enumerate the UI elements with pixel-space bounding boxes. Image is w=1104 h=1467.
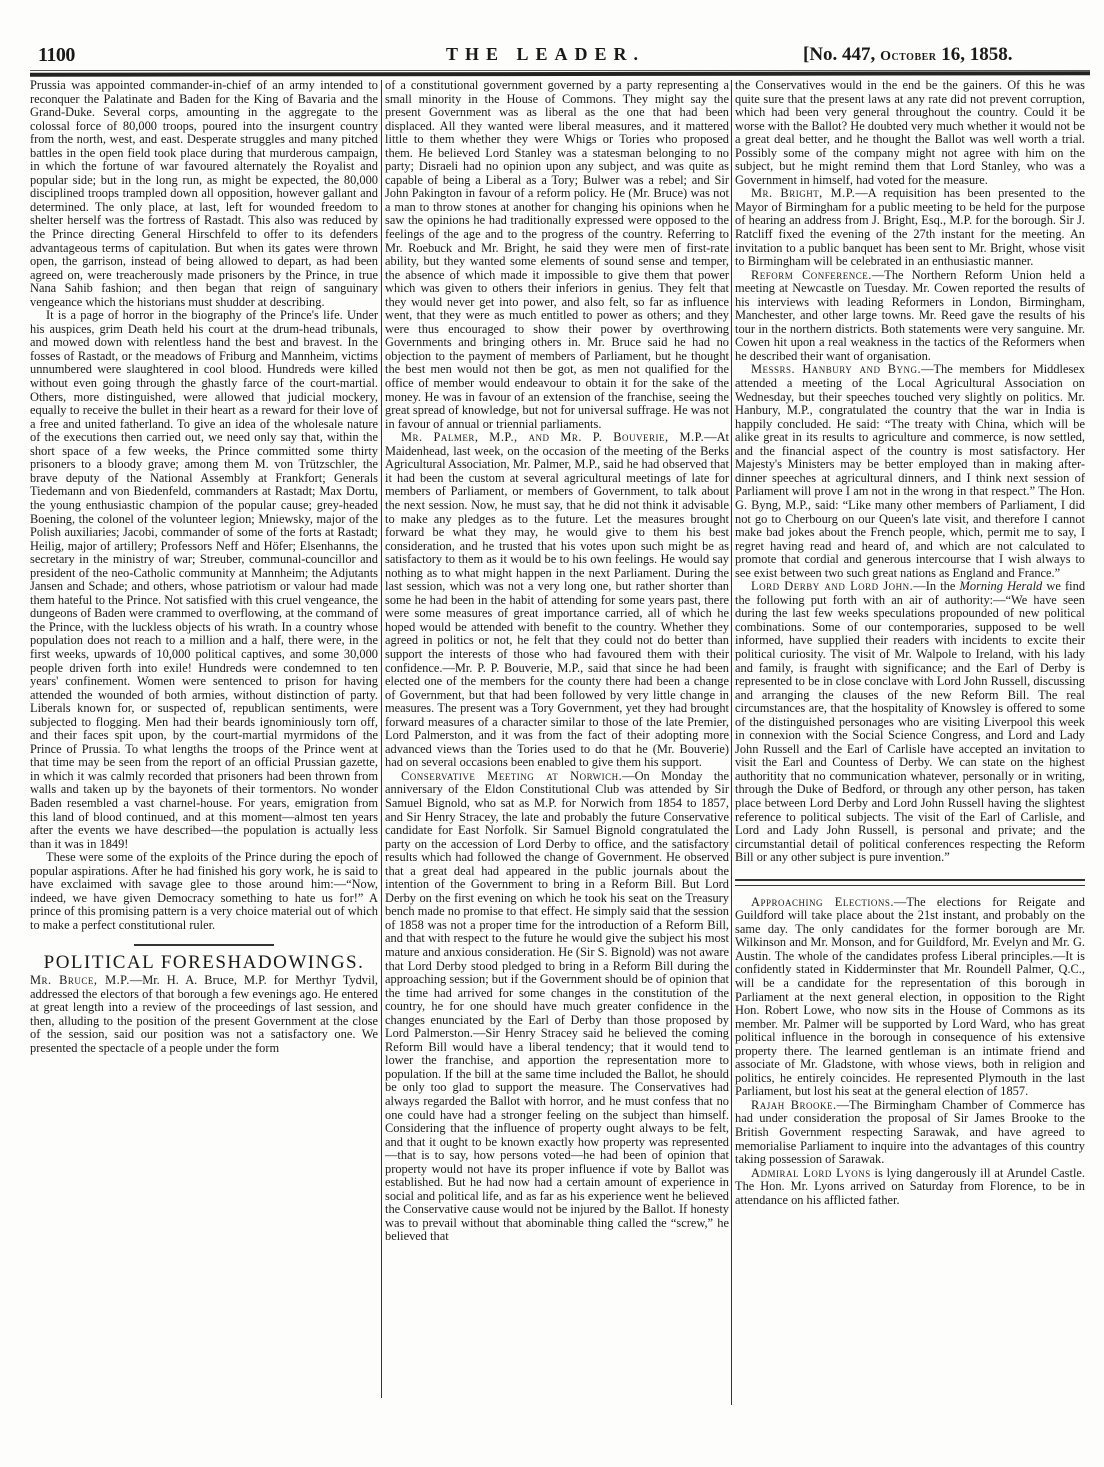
issue-info bbox=[803, 44, 1013, 66]
news-item-text: —The elections for Reigate and Guildford will take place about the 21st instant, and probably on the same day. The only candidates for the former borough are Mr. Wilkinson and Mr. Monson, and for Guildford, Mr. Evelyn and Mr. G. Austin. The whole of the candidates profess Liberal principles.—It is confidently stated in Kidderminster that Mr. Roundell Palmer, Q.C., will be a candidate for the representation of this borough in Parliament at the next general election, in opposition to the Right Hon. Robert Lowe, who now sits in the House of Commons as its member. Mr. Palmer will be supported by Lord Ward, who has great political influence in the borough in consequence of his extensive property there. The learned gentleman is an intimate friend and associate of Mr. Gladstone, with whose views, both in religion and politics, he entirely coincides. He represented Plymouth in the last Parliament, but lost his seat at the general election of 1857. bbox=[735, 894, 1085, 1099]
news-item-bruce bbox=[30, 974, 378, 1055]
news-item-text: —On Monday the anniversary of the Eldon Constitutional Club was attended by Sir Samuel Bignold, who sat as M.P. for Norwich from 1854 to 1857, and Sir Henry Stracey, the late and probably the future Conservative candidate for East Norfolk. Sir Samuel Bignold congratulated the party on the accession of Lord Derby to office, and the satisfactory results which had followed the change of Government. He observed that a great deal had appeared in the public journals about the intention of the Government to bring in a Reform Bill. But Lord Derby on the first evening on which he took his seat on the Treasury bench made no promise to that effect. He simply said that the session of 1858 was not a proper time for the introduction of a Reform Bill, and that with respect to the future he would give the subject his most mature and anxious consideration. He (Sir S. Bignold) was not aware that Lord Derby stood pledged to bring in a Reform Bill during the approaching session; but if the Government should be of opinion that the time had arrived for some changes in the constitution of the country, he for one should have much greater confidence in the changes enunciated by the Earl of Derby than those proposed by Lord Palmerston.—Sir Henry Stracey said he believed the coming Reform Bill would have a liberal tendency; that it would tend to lower the franchise, and apportion the representation more to population. If the bill at the same time included the Ballot, he should be only too glad to support the measure. The Conservatives had always regarded the Ballot with horror, and he must confess that no one could have had a stronger feeling on the subject than himself. Considering that the influence of property ought always to be felt, and that it ought to be known exactly how property was represented—that is to say, how persons voted—he had been of opinion that property would not have its proper influence if vote by Ballot was established. But he had now had a certain amount of experience in social and political life, and as far as his experience went he believed the Conservative cause would not be injured by the Ballot. If honesty was to prevail without that abominable thing called the “screw,” he believed that bbox=[385, 768, 729, 1244]
news-item-lead: Mr. Palmer, M.P., and Mr. P. Bouverie, M.P. bbox=[401, 430, 705, 445]
issue-number: [No. 447, bbox=[803, 44, 881, 65]
issue-date: 16, 1858. bbox=[936, 44, 1013, 65]
news-item-lead: Admiral Lord Lyons bbox=[751, 1165, 871, 1180]
column-divider-2 bbox=[731, 80, 732, 1405]
issue-month: October bbox=[880, 49, 937, 64]
masthead-title: THE LEADER. bbox=[446, 44, 646, 64]
news-item-lead: Reform Conference. bbox=[751, 267, 872, 282]
news-item-rajah-brooke bbox=[735, 1099, 1085, 1167]
article-paragraph: It is a page of horror in the biography of the Prince's life. Under his auspices, grim Death held his court at the drum-head tribunals, and mowed down with relentless hand the best and bravest. In the fosses of Rastadt, or the meadows of Friburg and Mannheim, victims unnumbered were slaughtered in cool blood. Hundreds were killed without even going through the ghastly farce of the court-martial. Others, more distinguished, were allowed that judicial mockery, equally to receive the bullet in their heart as a reward for their love of a free and united fatherland. To give an idea of the wholesale nature of the executions then carried out, we need only say that, within the short space of a few weeks, the Prince committed some thirty prisoners to a bloody grave; among them M. von Trützschler, the brave deputy of the National Assembly at Frankfort; Generals Tiedemann and von Biedenfeld, commanders at Rastadt; Max Dortu, the young enthusiastic champion of the popular cause; grey-headed Boening, the colonel of the volunteer legion; Mniewsky, major of the Polish auxiliaries; Jacobi, commander of some of the forts at Rastadt; Heilig, major of artillery; Professors Neff and Höfer; Elsenhanns, the secretary in the ministry of war; Streuber, communal-councillor and president of the neo-Catholic community at Mannheim; the Adjutants Jansen and Schade; and others, whose patriotism or valour had made them hateful to the Prince. Not satisfied with this cruel vengeance, the dungeons of Baden were crammed to overflowing, at the command of the Prince, with the luckless objects of his wrath. In a country whose population does not reach to a million and a half, there were, in the first weeks, upwards of 10,000 political captives, and some 30,000 people driven forth into exile! Hundreds were condemned to ten years' confinement. Women were sentenced to prison for having attended the wounded of both armies, without distinction of party. Liberals known for, or suspected of, republican sentiments, were subjected to flogging. Men had their beards ignominiously torn off, and their faces spit upon, by the court-martial myrmidons of the Prince of Prussia. To what lengths the troops of the Prince went at that time may be seen from the report of an official Prussian gazette, in which it was calmly recorded that prisoners had been thrown from walls and taken up by the bayonets of their tormentors. No wonder Baden resembled a vast charnel-house. For years, emigration from this land of blood continued, and at this moment—almost ten years after the events we have described—the population is actually less than it was in 1849! bbox=[30, 308, 378, 851]
news-item-norwich bbox=[385, 770, 729, 1244]
section-divider-double bbox=[735, 879, 1085, 886]
news-item-reform-conference bbox=[735, 269, 1085, 364]
news-item-text: —The Birmingham Chamber of Commerce has had under consideration the proposal of Sir James Brooke to the British Government respecting Sarawak, and have agreed to memorialise Parliament to inquire into the advantages of this country taking possession of Sarawak. bbox=[735, 1097, 1085, 1167]
article-paragraph: Prussia was appointed commander-in-chief of an army intended to reconquer the Palatinate and Baden for the King of Bavaria and the Grand-Duke. Several corps, amounting in the aggregate to the colossal force of 80,000 troops, poured into the insurgent country from the north, west, and east. Desperate struggles and many pitched battles in the open field took place during that murderous campaign, in which the fortune of war favoured alternately the Royalist and popular side; but in the long run, as might be expected, the 80,000 disciplined troops trampled down all opposition, however gallant and determined. The only place, at last, left for wounded freedom to shelter herself was the fortress of Rastadt. This also was reduced by the Prince directing General Hirschfeld to offer to its defenders advantageous terms of capitulation. But when its gates were thrown open, the garrison, instead of being allowed to depart, as had been agreed on, were treacherously made prisoners by the Prince, in true Nana Sahib fashion; and then began that reign of sanguinary vengeance which the historians must shudder at describing. bbox=[30, 78, 378, 309]
column-2 bbox=[385, 79, 729, 1244]
section-heading: POLITICAL FORESHADOWINGS. bbox=[43, 952, 365, 974]
news-item-lord-lyons bbox=[735, 1167, 1085, 1208]
news-item-palmer bbox=[385, 431, 729, 770]
news-item-text: is lying dangerously ill at Arundel Castle. The Hon. Mr. Lyons arrived on Saturday from Florence, to be in attendance on his afflicted father. bbox=[735, 1165, 1085, 1207]
section-divider bbox=[134, 944, 274, 946]
page-number: 1100 bbox=[38, 44, 75, 66]
news-item-derby-john bbox=[735, 580, 1085, 864]
news-item-text: —The Northern Reform Union held a meeting at Newcastle on Tuesday. Mr. Cowen reported the results of his interviews with leading Reformers in London, Birmingham, Manchester, and other large towns. Mr. Reed gave the results of his tour in the northern districts. Both statements were very sanguine. Mr. Cowen hit upon a real weakness in the tactics of the Reformers when he described their want of organisation. bbox=[735, 267, 1085, 363]
news-item-lead: Messrs. Hanbury and Byng. bbox=[751, 362, 922, 377]
page-header bbox=[38, 44, 1088, 70]
news-item-text: —At Maidenhead, last week, on the occasion of the meeting of the Berks Agricultural Association, Mr. Palmer, M.P., said he had observed that it had been the custom at several agricultural meetings of late for members of Parliament, or members of Government, to talk about the next session. Now, he must say, that he did not think it advisable to make any pledges as to the future. Let the measures brought forward be what they may, he would give to them his best consideration, and he trusted that his votes upon such might be as satisfactory to them as it would be to his own feelings. He would say nothing as to what might happen in the next Parliament. During the last session, which was not a very long one, but rather shorter than some he had been in the habit of attending for some years past, there were some measures of great importance carried, all of which he hoped would be attended with benefit to the country. Whether they agreed in politics or not, he felt that they could not do better than support the interests of those who had favoured them with their confidence.—Mr. P. P. Bouverie, M.P., said that since he had been elected one of the members for the county there had been a change of Government, but that had been followed by very little change in measures. The present was a Tory Government, yet they had brought forward measures of a character similar to those of the late Premier, Lord Palmerston, and it was from the fact of their adopting more advanced views than the Tories used to do that he (Mr. Bouverie) had on several occasions been enabled to give them his support. bbox=[385, 430, 729, 770]
news-item-lead: Mr. Bright, M.P. bbox=[751, 186, 856, 201]
news-item-lead: Rajah Brooke. bbox=[751, 1097, 837, 1112]
news-item-lead: Lord Derby and Lord John. bbox=[751, 579, 914, 594]
news-item-text: —In the bbox=[913, 579, 960, 594]
column-divider-1 bbox=[381, 80, 382, 1398]
news-item-text: —The members for Middlesex attended a meeting of the Local Agricultural Association on Wednesday, but their speeches touched very slightly on politics. Mr. Hanbury, M.P., congratulated the country that the war in India is happily concluded. He said: “The treaty with China, which will be alike great in its results to agriculture and commerce, is now settled, and the financial aspect of the country is most satisfactory. Her Majesty's Ministers may be better employed than in making after-dinner speeches at agricultural dinners, and I think next session of Parliament will prove I am not in the wrong in that respect.” The Hon. G. Byng, M.P., said: “Like many other members of Parliament, I did not go to Cherbourg on our Queen's late visit, and therefore I cannot make bad jokes about the French people, which, permit me to say, I regret having read and heard of, and which are not calculated to promote that cordial and generous intercourse that I wish always to see exist between two such great nations as England and France.” bbox=[735, 362, 1085, 580]
news-item-lead: Conservative Meeting at Norwich. bbox=[401, 768, 623, 783]
article-paragraph: These were some of the exploits of the Prince during the epoch of popular aspirations. After he had finished his gory work, he is said to have exclaimed with savage glee to those around him:—“Now, indeed, we have given Democracy something to hate us for!” A prince of this promising pattern is a very choice material out of which to make a perfect constitutional ruler. bbox=[30, 850, 378, 932]
news-item-lead: Mr. Bruce, M.P. bbox=[30, 973, 130, 987]
header-rule-thick bbox=[30, 71, 1090, 76]
news-item-bruce-continued: of a constitutional government governed by a party representing a small minority in the House of Commons. They might say the present Government was as liberal as the one that had been displaced. All they wanted were liberal measures, and it mattered little to them whether they were Whigs or Tories who proposed them. He believed Lord Stanley was a statesman belonging to no party; Disraeli had no opinion upon any subject, and was quite as capable of being a Liberal as a Tory; Bulwer was a rebel; and Sir John Pakington in favour of a reform policy. He (Mr. Bruce) was not a man to throw stones at another for changing his opinions when he saw the opinions he had traditionally expressed were opposed to the feelings of the age and to the progress of the country. Referring to Mr. Roebuck and Mr. Bright, he said they were men of first-rate ability, but they wanted some elements of sound sense and temper, the absence of which made it impossible to give them that power which was given to others their inferiors in genius. They felt that they would never get into power, and also felt, so far as influence went, that they were as much entitled to power as others; and they were thus encouraged to show their power by overthrowing Governments and bringing others in. Mr. Bruce said he had no objection to the payment of members of Parliament, but he thought the best men would not then be got, as men not qualified for the office of member would endeavour to obtain it for the sake of the money. He was in favour of an extension of the franchise, seeing the great spread of knowledge, but not for universal suffrage. He was not in favour of annual or triennial parliaments. bbox=[385, 78, 729, 431]
column-3 bbox=[735, 79, 1085, 1207]
news-item-lead: Approaching Elections. bbox=[751, 894, 894, 909]
news-item-text: —Mr. H. A. Bruce, M.P. for Merthyr Tydvil, addressed the electors of that borough a few evenings ago. He entered at great length into a review of the proceedings of last session, and then, alluding to the position of the present Government at the close of the session, said our position was not a satisfactory one. We presented the spectacle of a people under the form bbox=[30, 973, 378, 1055]
news-item-text: —A requisition has been presented to the Mayor of Birmingham for a public meeting to be held for the purpose of hearing an address from J. Bright, Esq., M.P. for the borough. Sir J. Ratcliff fixed the evening of the 27th instant for the meeting. An invitation to a public banquet has been sent to Mr. Bright, whose visit to Birmingham will be celebrated in an enthusiastic manner. bbox=[735, 186, 1085, 269]
newspaper-title: Morning Herald bbox=[959, 579, 1043, 594]
news-item-hanbury-byng bbox=[735, 363, 1085, 580]
news-item-elections bbox=[735, 896, 1085, 1099]
news-item-text: we find the following put forth with an air of authority:—“We have seen during the last few weeks speculations propounded of new political combinations. Some of our contemporaries, supposed to be well informed, have supplied their readers with incidents to excite their political curiosity. The visit of Mr. Walpole to Ireland, with his lady and family, is fraught with significance; and the Earl of Derby is represented to be in close conclave with Lord John Russell, discussing and arranging the clauses of the new Reform Bill. The real circumstances are, that the hospitality of Knowsley is offered to some of the distinguished personages who are visiting Liverpool this week in connexion with the Social Science Congress, and Lord and Lady John Russell and the Earl of Carlisle have accepted an invitation to visit the Earl and Countess of Derby. We can state on the highest authoritity that no communication whatever, personally or in writing, through the Duke of Bedford, or through any other person, has taken place between Lord Derby and Lord John Russell having the slightest reference to political subjects. The visit of the Earl of Carlisle, and Lord and Lady John Russell, is personal and private; and the circumstantial detail of political conferences respecting the Reform Bill or any other subject is pure invention.” bbox=[735, 579, 1086, 865]
news-item-norwich-continued: the Conservatives would in the end be the gainers. Of this he was quite sure that the present laws at any rate did not prevent corruption, which had been very general throughout the country. Could it be worse with the Ballot? He doubted very much whether it would not be a great deal better, and he thought the Ballot was well worth a trial. Possibly some of the company might not agree with him on the subject, but he might remind them that Lord Stanley, who was a Government in himself, had voted for the measure. bbox=[735, 78, 1085, 187]
column-1 bbox=[30, 79, 378, 1055]
news-item-bright bbox=[735, 187, 1085, 268]
